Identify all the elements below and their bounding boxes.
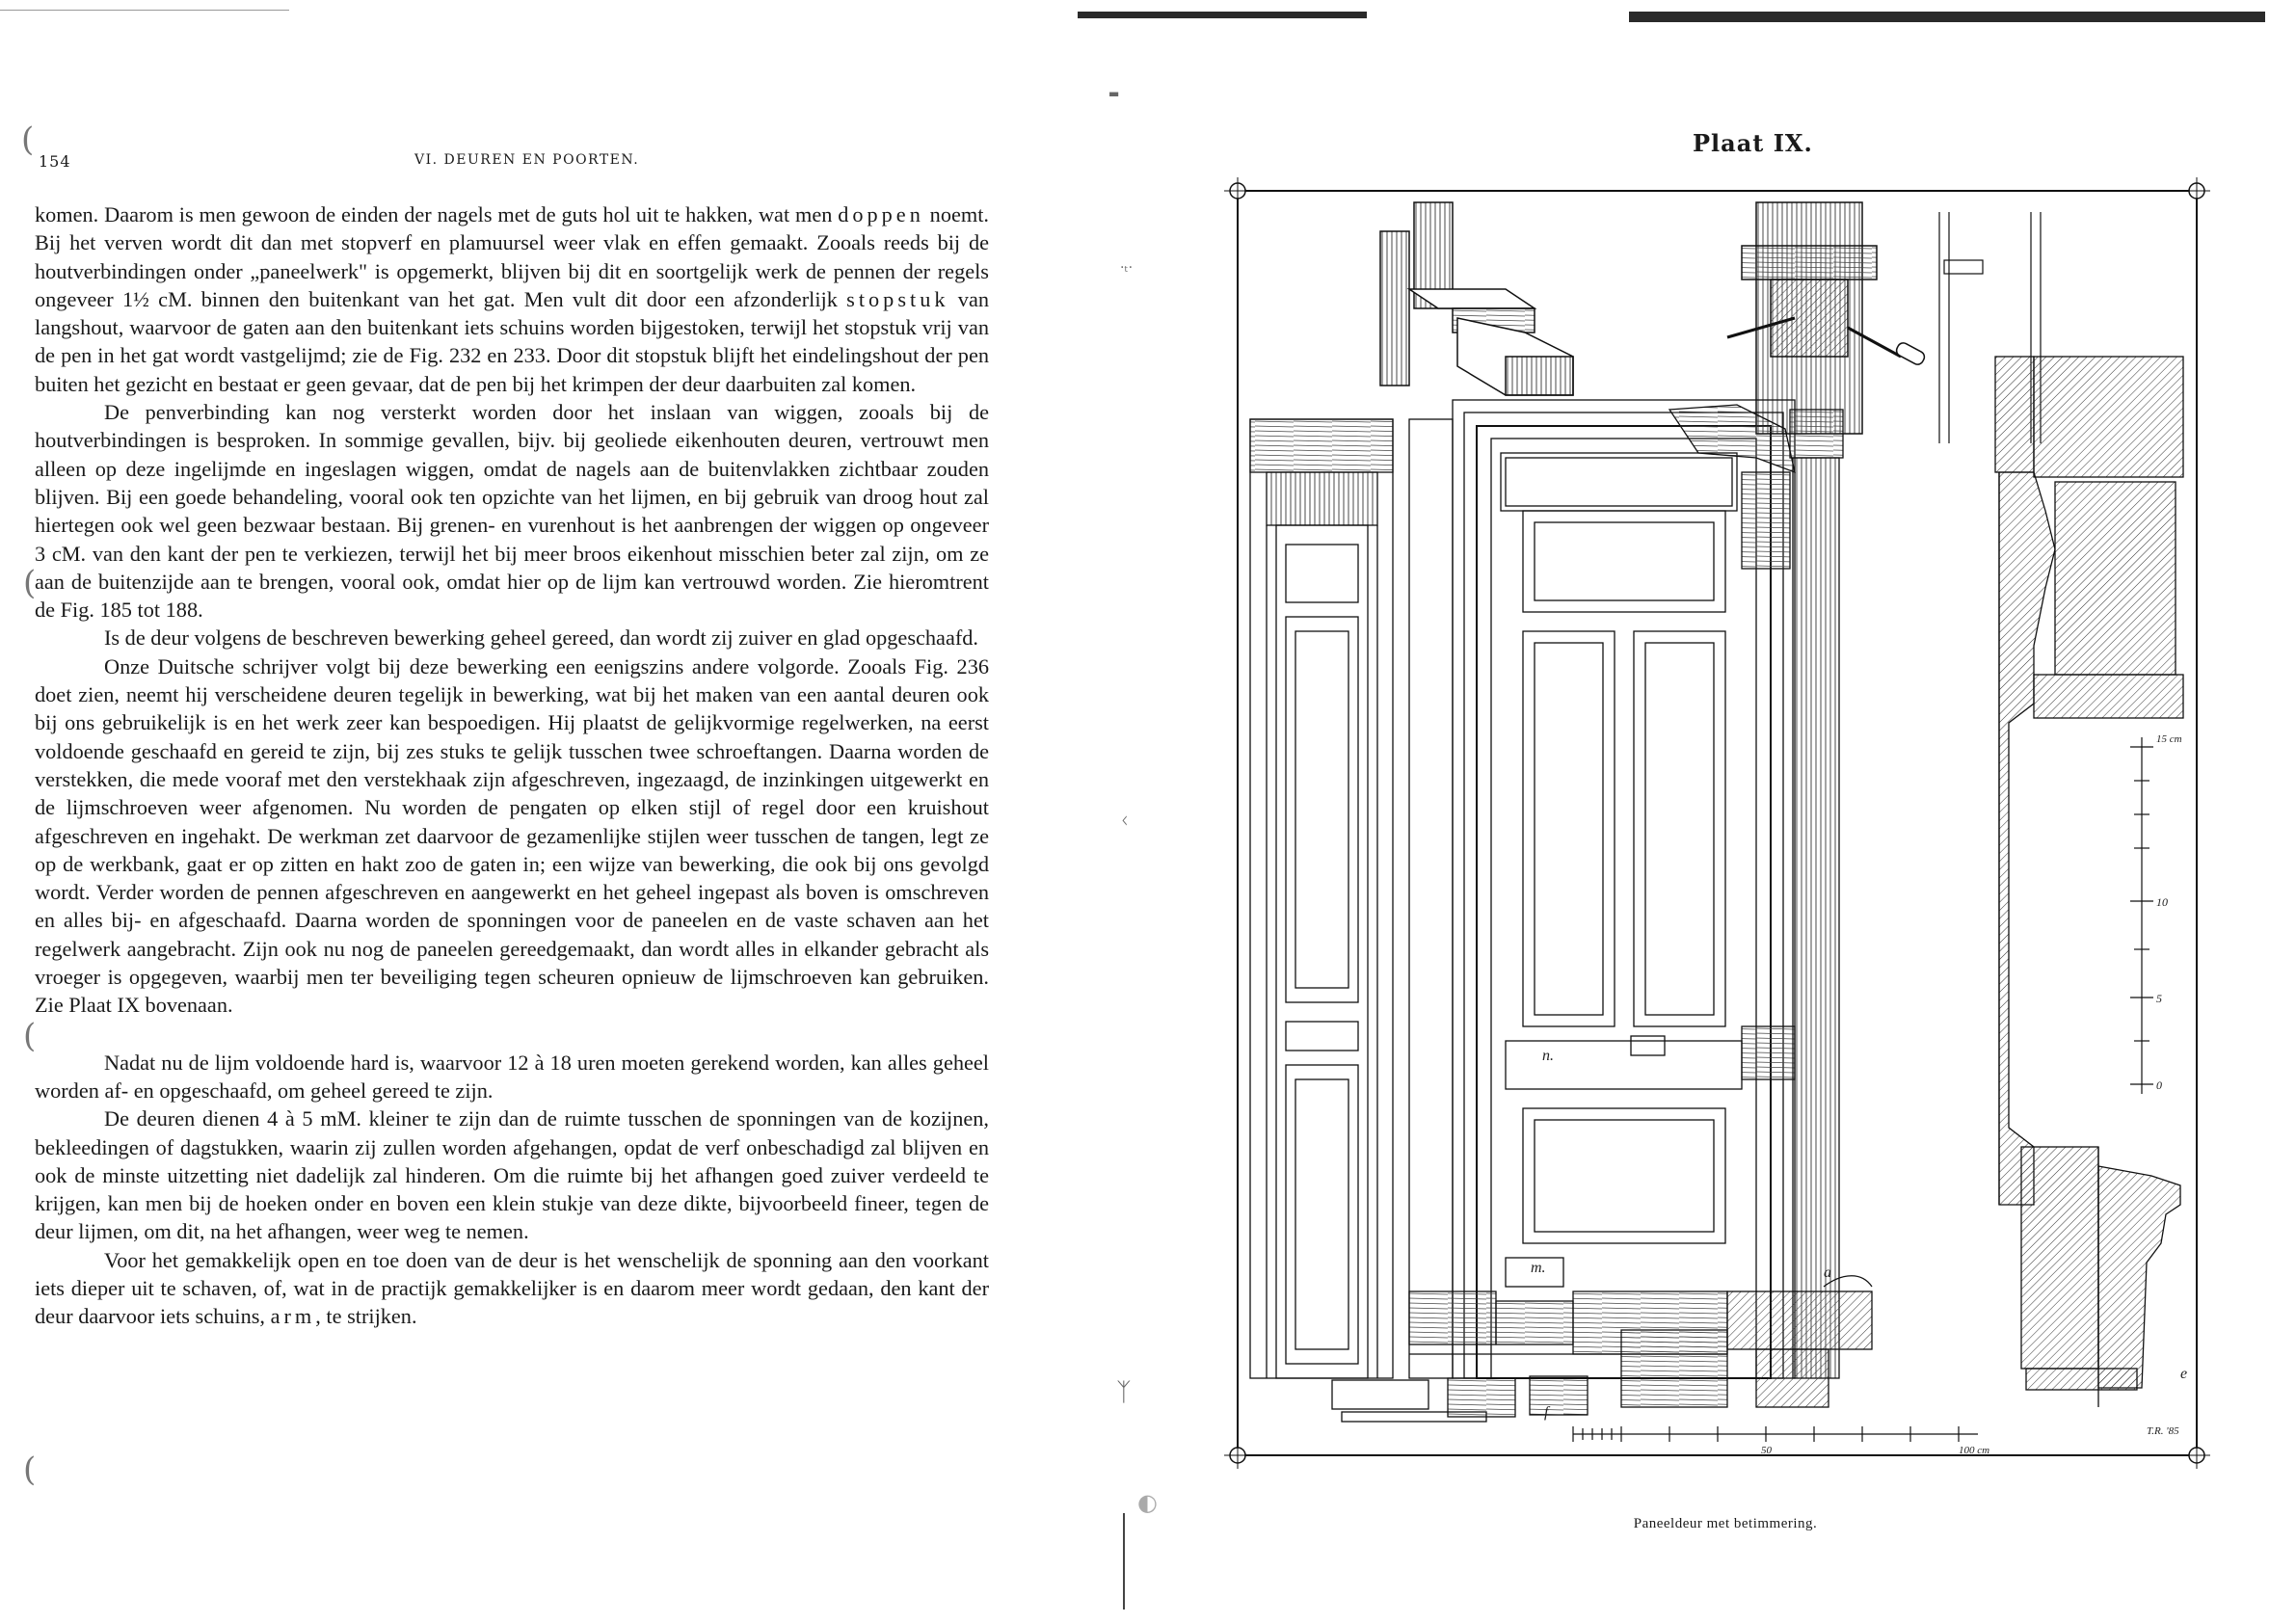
cornice-detail (2021, 1147, 2180, 1407)
plate-title: Plaat IX. (1693, 129, 1813, 157)
paragraph (35, 398, 989, 624)
text-run: Onze Duitsche schrijver volgt bij deze bewerking een eenigszins andere volgorde. Zooals Fig. 236 doet zien, neemt hij verscheidene deuren tegelijk in bewerking, wat bij het maken van een aantal deuren ook bij ons gebruikelijk is en het werk zeer kan bespoedigen. Hij plaatst de gelijkvormige regelwerken, na eerst voldoende geschaafd en gereid te zijn, bij zes stuks te gelijk tusschen twee schroeftangen. Daarna worden de verstekken, die mede vooraf met den verstekhaak zijn afgeschreven, ingezaagd, de inzinkingen uitgewerkt en de lijmschroeven weer afgenomen. Nu worden de pengaten op elken stijl of regel door een kruishout afgeschreven en ingehakt. De werkman zet daarvoor de gezamenlijke stijlen weer tusschen de tangen, legt ze op de werkbank, gaat er op zitten en hakt zoo de gaten in; een wijze van bewerking, die ook bij ons gevolgd wordt. Verder worden de pennen afgeschreven en aangewerkt en het geheel ingepast als boven is omschreven en alles bij- en afgeschaafd. Daarna worden de sponningen voor de paneelen en de vaste schaven aan het regelwerk aangebracht. Zijn ook nu nog de paneelen gereedgemaakt, dan wordt alles in elkander gebracht als vroeger is opgegeven, waarbij men ter beveiliging tegen scheuren opnieuw de lijmschroeven kan gebruiken. Zie Plaat IX bovenaan. (35, 653, 989, 1018)
horizontal-section (1332, 1276, 1872, 1422)
text-run: De penverbinding kan nog versterkt worden door het inslaan van wiggen, zooals bij de houtverbindingen is besproken. In sommige gevallen, bijv. bij geoliede eikenhouten deuren, vertrouwt men alleen op deze ingelijmde en ingeslagen wiggen, omdat de nagels aan de buitenvlakken zichtbaar zouden blijven. Bij een goede behandeling, vooral ook ten opzichte van het lijmen, en bij gebruik van droog hout zal hiertegen ook wel geen bezwaar bestaan. Bij grenen- en vurenhout is het aanbrengen der wiggen op ongeveer 3 cM. van den kant der pen te verkiezen, terwijl het bij meer broos eikenhout misschien beter zal zijn, om ze aan de buitenzijde aan te brengen, vooral ook, omdat hier op de lijm kan vertrouwd worden. Zie hieromtrent de Fig. 185 tot 188. (35, 400, 989, 623)
paragraph (35, 624, 989, 652)
text-run: , te strijken. (315, 1304, 417, 1329)
gutter-smudge: ᚲ (1118, 810, 1132, 834)
paragraph (35, 1104, 989, 1245)
text-run: Nadat nu de lijm voldoende hard is, waarvoor 12 à 18 uren moeten gerekend worden, kan alles geheel worden af- en opgeschaafd, om geheel gereed te zijn. (35, 1050, 989, 1103)
text-run: Is de deur volgens de beschreven bewerking geheel gereed, dan wordt zij zuiver en glad opgeschaafd. (104, 625, 978, 651)
vertical-scale-labels (2156, 733, 2182, 1092)
text-run: De deuren dienen 4 à 5 mM. kleiner te zijn dan de ruimte tusschen de sponningen van de kozijnen, bekleedingen of dagstukken, waarin zij zullen worden afgehangen, opdat de verf onbeschadigd zal blijven en ook de minste uitzetting niet dadelijk zal hinderen. Om die ruimte bij het afhangen goed zuiver verdeeld te krijgen, kan men bij de hoeken onder en boven een klein stukje van deze dikte, bijvoorbeeld fineer, tegen de deur lijmen, om dit, na het afhangen, weer weg te nemen. (35, 1106, 989, 1244)
gutter-line (1123, 1513, 1125, 1610)
hscale-label-50: 50 (1761, 1445, 1772, 1456)
text-run: Voor het gemakkelijk open en toe doen van de deur is het wenschelijk de sponning aan den voorkant iets dieper uit te schaven, of, wat in de practijk gemakkelijker is en daarom meer wordt gedaan, den kant der deur daarvoor iets schuins, (35, 1247, 989, 1329)
paragraph (35, 652, 989, 1020)
text-run: noemt. Bij het verven wordt dit dan met stopverf en plamuursel weer vlak en effen gemaakt. Zooals reeds bij de houtverbindingen onder „paneelwerk" is opgemerkt, blijven bij dit en soortgelijk werk de pennen der regels ongeveer 1½ cM. binnen den buitenkant van het gat. Men vult dit door een afzonderlijk (35, 202, 989, 311)
scale-label-top: 15 cm (2156, 733, 2182, 745)
scale-label-10: 10 (2156, 895, 2168, 909)
scan-edge-bar-right (1629, 12, 2265, 22)
joint-detail-clamp (1727, 202, 1927, 434)
page-number: 154 (39, 152, 71, 171)
text-run: komen. Daarom is men gewoon de einden der nagels met de guts hol uit te hakken, wat men (35, 202, 839, 226)
scale-label-5: 5 (2156, 992, 2162, 1005)
hscale-label-100: 100 cm (1959, 1445, 1990, 1456)
gutter-smudge: ᛉ (1116, 1378, 1132, 1407)
text-run: van langshout, waarvoor de gaten aan den buitenkant iets schuins worden bijgestoken, terwijl het stopstuk vrij van de pen in het gat wordt vastgelijmd; zie de Fig. 232 en 233. Door dit stopstuk blijft het eindelingshout der pen buiten het gezicht en bestaat er geen gevaar, dat de pen bij het krimpen der deur daarbuiten zal komen. (35, 286, 989, 396)
label-f: f (1544, 1404, 1549, 1421)
panel-label-m: m. (1531, 1260, 1546, 1276)
label-a: a (1824, 1264, 1831, 1281)
joint-detail-left (1380, 202, 1573, 395)
spaced-emphasis: doppen (838, 202, 924, 226)
label-e: e (2180, 1366, 2188, 1382)
binding-hole-mark: ( (23, 564, 37, 602)
horizontal-scale-labels (1761, 1425, 2179, 1456)
binding-hole-mark: ( (21, 120, 35, 159)
left-page (0, 0, 1108, 1623)
plate-illustration (1216, 164, 2219, 1494)
scale-label-0: 0 (2156, 1078, 2162, 1092)
paragraph (35, 1049, 989, 1105)
vertical-scale (2130, 737, 2153, 1094)
running-head: VI. DEUREN EN POORTEN. (414, 152, 640, 168)
binding-hole-mark: ( (23, 1450, 37, 1489)
scan-edge-bar-middle (1078, 12, 1367, 18)
gutter-smudge: ◐ (1137, 1489, 1158, 1516)
side-elevation (1250, 419, 1393, 1378)
paragraph (35, 1246, 989, 1331)
artist-signature: T.R. '85 (2147, 1425, 2179, 1437)
door-elevation (1409, 400, 1843, 1378)
panel-label-n: n. (1542, 1048, 1554, 1064)
horizontal-scale (1573, 1426, 1978, 1442)
plate-caption: Paneeldeur met betimmering. (1633, 1516, 1818, 1531)
spaced-emphasis: arm (270, 1304, 316, 1329)
gutter-smudge: ·ₜ· (1120, 260, 1134, 276)
paragraph (35, 200, 989, 398)
spaced-emphasis: stopstuk (846, 286, 949, 311)
binding-hole-mark: ( (23, 1017, 37, 1055)
body-text (35, 200, 989, 1331)
profile-section (1995, 357, 2183, 1205)
gutter-smudge: ▬ (1108, 87, 1120, 100)
